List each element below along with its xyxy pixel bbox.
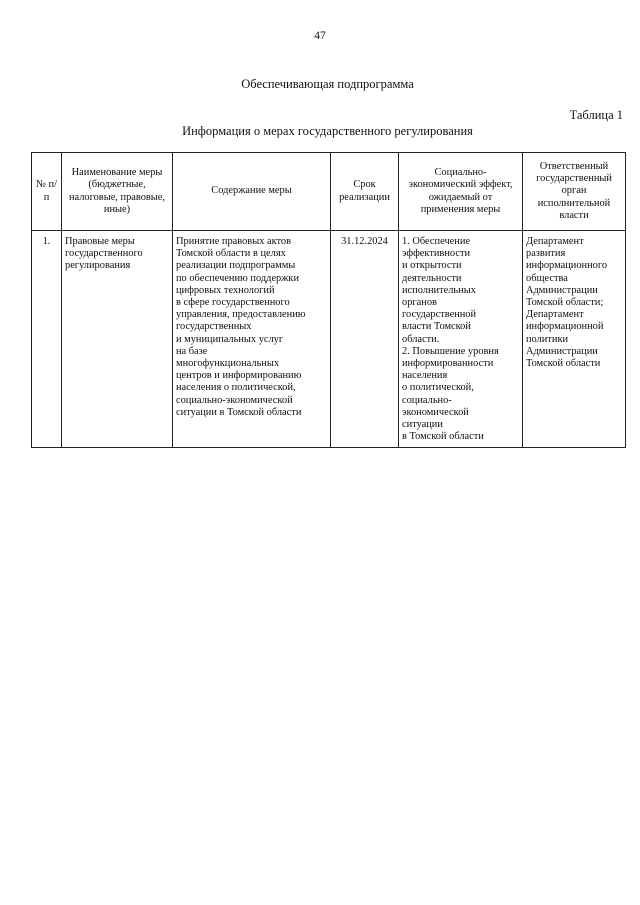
subprogram-title: Обеспечивающая подпрограмма: [241, 77, 414, 91]
cell-measure-name: [62, 231, 173, 448]
cell-line: информационной: [526, 321, 604, 333]
cell-line: о политической,: [402, 382, 474, 394]
header-number: № п/п: [32, 153, 62, 231]
cell-line: населения: [402, 370, 448, 382]
cell-line: населения о политической,: [176, 382, 296, 394]
cell-line: развития: [526, 248, 566, 260]
cell-line: регулирования: [65, 260, 131, 272]
cell-line: ситуации в Томской области: [176, 406, 302, 418]
header-deadline: Срок реализации: [331, 153, 399, 231]
cell-responsible: [523, 231, 626, 448]
cell-line: реализации подпрограммы: [176, 260, 296, 272]
cell-line: Правовые меры: [65, 236, 135, 247]
cell-number: 1.: [32, 231, 62, 448]
cell-line: информированности: [402, 358, 494, 370]
table-label: Таблица 1: [569, 108, 623, 122]
cell-line: центров и информированию: [176, 370, 302, 382]
cell-line: и муниципальных услуг: [176, 333, 284, 345]
cell-line: Администрации: [526, 284, 598, 296]
cell-line: по обеспечению поддержки: [176, 272, 300, 284]
cell-effect: [399, 231, 523, 448]
cell-line: Департамент: [526, 309, 584, 321]
cell-line: исполнительных: [402, 284, 476, 296]
table-row: [32, 231, 626, 448]
cell-line: на базе: [176, 345, 208, 357]
cell-line: государственных: [176, 321, 252, 333]
cell-line: области.: [402, 333, 440, 345]
cell-line: социально-: [402, 394, 452, 406]
cell-line: власти Томской: [402, 321, 471, 333]
cell-line: общества: [526, 272, 568, 284]
cell-line: Томской области: [526, 358, 601, 370]
header-effect: Социально-экономический эффект, ожидаемый от применения меры: [399, 153, 523, 231]
cell-line: эффективности: [402, 248, 471, 260]
cell-line: Принятие правовых актов: [176, 236, 292, 247]
cell-line: многофункциональных: [176, 358, 280, 370]
cell-line: государственной: [402, 309, 477, 321]
cell-line: Департамент: [526, 236, 584, 247]
cell-line: 2. Повышение уровня: [402, 345, 499, 357]
cell-line: Администрации: [526, 345, 598, 357]
cell-deadline: 31.12.2024: [331, 231, 399, 448]
cell-measure-content: [173, 231, 331, 448]
header-measure-name: Наименование меры (бюджетные, налоговые, правовые, иные): [62, 153, 173, 231]
cell-line: политики: [526, 333, 569, 345]
table-header-row: [32, 153, 626, 231]
cell-line: Томской области в целях: [176, 248, 286, 260]
header-measure-content: Содержание меры: [173, 153, 331, 231]
cell-line: информационного: [526, 260, 608, 272]
cell-line: и открытости: [402, 260, 462, 272]
measures-table: [31, 152, 626, 448]
table-title: Информация о мерах государственного регулирования: [182, 124, 473, 138]
cell-line: ситуации: [402, 419, 443, 431]
cell-line: в сфере государственного: [176, 297, 290, 309]
cell-line: экономической: [402, 406, 469, 418]
cell-line: в Томской области: [402, 431, 484, 443]
cell-line: социально-экономической: [176, 394, 293, 406]
cell-line: цифровых технологий: [176, 284, 275, 296]
page-number: 47: [314, 30, 326, 42]
cell-line: государственного: [65, 248, 143, 260]
cell-line: Томской области;: [526, 297, 604, 309]
cell-line: органов: [402, 297, 437, 309]
header-responsible: Ответственный государственный орган исполнительной власти: [523, 153, 626, 231]
cell-line: деятельности: [402, 272, 462, 284]
cell-line: 1. Обеспечение: [402, 236, 471, 247]
cell-line: управления, предоставлению: [176, 309, 306, 321]
